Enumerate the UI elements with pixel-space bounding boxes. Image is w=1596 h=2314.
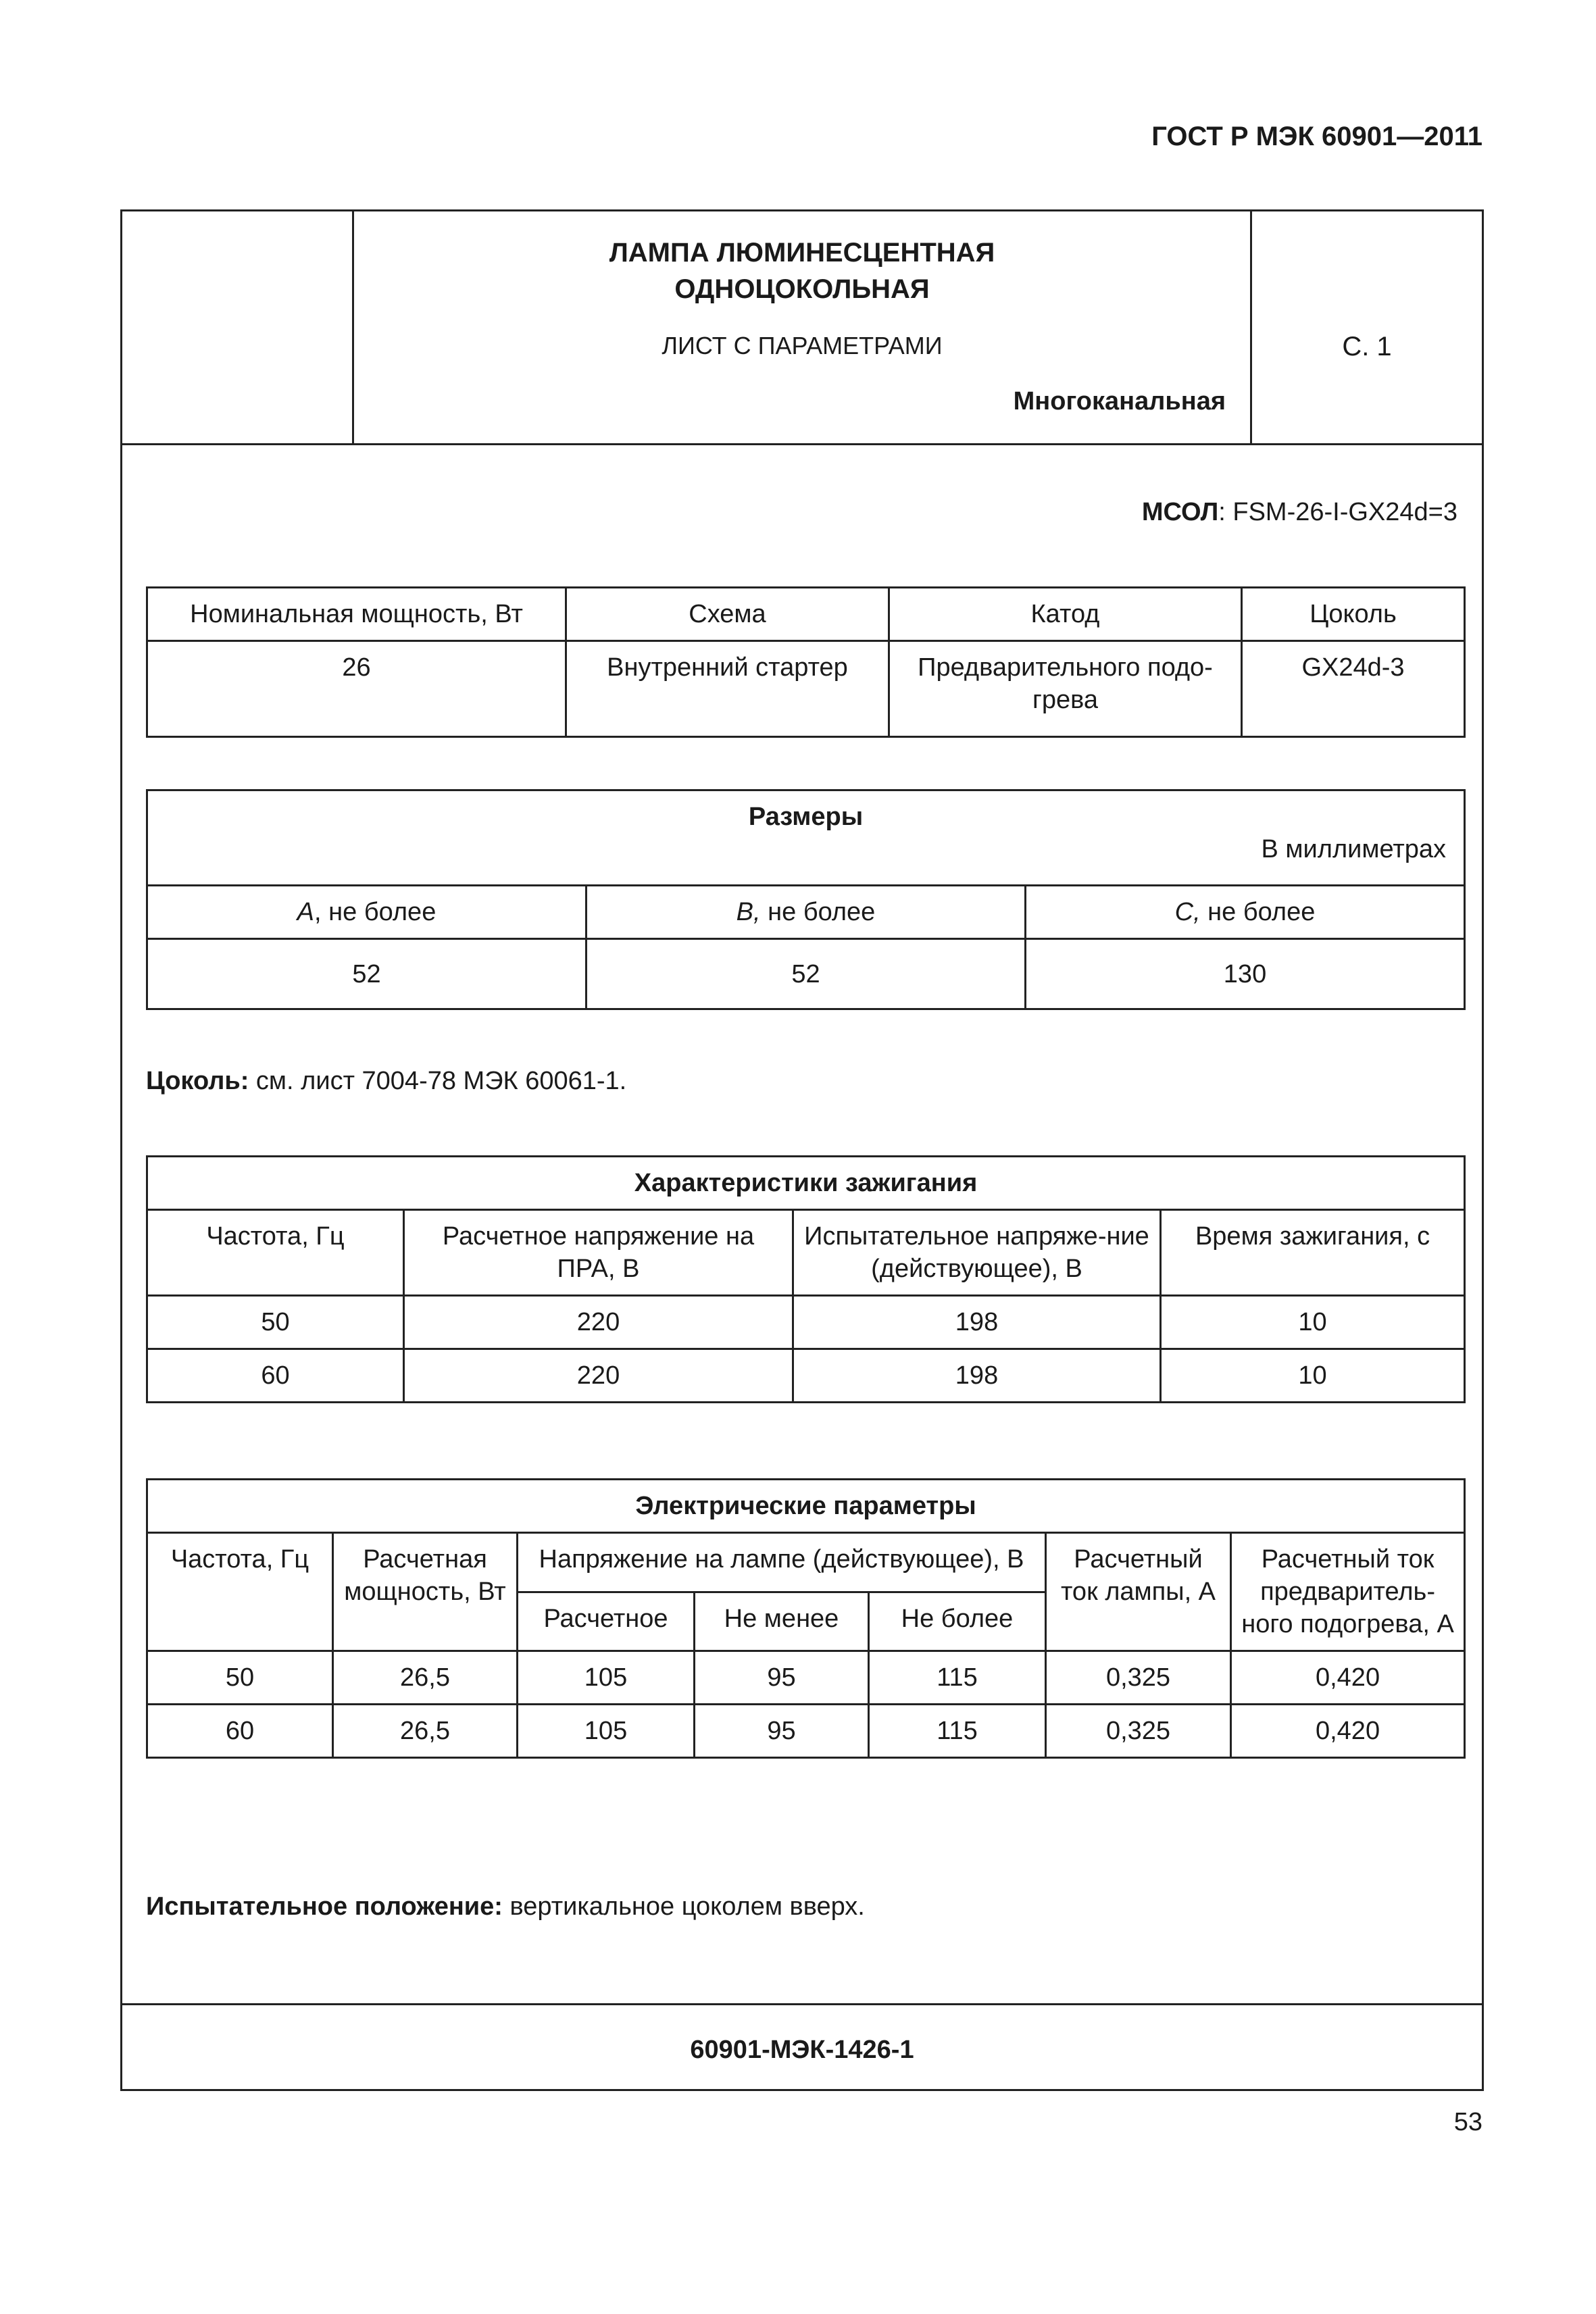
table-header-cell: Цоколь [1242, 588, 1465, 641]
table-cell: 10 [1161, 1296, 1465, 1349]
table-row [147, 790, 1465, 886]
table-cell: Внутренний стартер [566, 641, 889, 737]
table-cell: 115 [869, 1705, 1046, 1758]
table-cell: 52 [587, 939, 1026, 1009]
sheet-header [122, 211, 1482, 445]
dimension-text: , не более [314, 898, 437, 926]
table-cell: 220 [404, 1349, 793, 1403]
header-center-cell [354, 211, 1250, 443]
table-row [147, 1651, 1465, 1705]
ignition-table [146, 1155, 1466, 1403]
table-cell: 26 [147, 641, 566, 737]
table-header-cell: Частота, Гц [147, 1533, 333, 1651]
footer-divider [122, 2003, 1482, 2005]
table-header-cell: Расчетное [518, 1592, 695, 1651]
lamp-designation [1142, 498, 1457, 527]
table-header-cell: Схема [566, 588, 889, 641]
table-cell: 115 [869, 1651, 1046, 1705]
test-position-note [146, 1892, 865, 1921]
base-note-text: см. лист 7004-78 МЭК 60061-1. [249, 1067, 627, 1095]
table-header-cell: Номинальная мощность, Вт [147, 588, 566, 641]
base-note [146, 1067, 626, 1096]
table-cell: Предварительного подо-грева [889, 641, 1242, 737]
dimension-letter: C, [1174, 898, 1201, 926]
table-header-cell: Не более [869, 1592, 1046, 1651]
table-row [147, 1533, 1465, 1592]
table-cell: 26,5 [333, 1705, 518, 1758]
dimensions-title-cell [147, 790, 1465, 886]
table-cell: 95 [695, 1705, 869, 1758]
lamp-kind: Многоканальная [1013, 387, 1226, 416]
table-cell: 52 [147, 939, 587, 1009]
test-position-text: вертикальное цоколем вверх. [502, 1892, 865, 1921]
table-row [147, 1349, 1465, 1403]
test-position-label: Испытательное положение: [146, 1892, 503, 1921]
electrical-table [146, 1478, 1466, 1759]
table-header-cell [587, 886, 1026, 939]
table-cell: 10 [1161, 1349, 1465, 1403]
header-left-cell [122, 211, 354, 443]
table-row [147, 886, 1465, 939]
electrical-title: Электрические параметры [147, 1480, 1465, 1533]
header-right-cell [1250, 211, 1482, 443]
dimensions-unit: В миллиметрах [1261, 835, 1447, 863]
table-row [147, 641, 1465, 737]
table-header-cell: Расчетный ток лампы, А [1046, 1533, 1231, 1651]
title-line-2: ОДНОЦОКОЛЬНАЯ [674, 274, 930, 304]
table-row [147, 939, 1465, 1009]
table-cell: 220 [404, 1296, 793, 1349]
table-header-cell: Не менее [695, 1592, 869, 1651]
page-number: 53 [1453, 2108, 1482, 2136]
table-cell: 130 [1026, 939, 1465, 1009]
sheet-subtitle: ЛИСТ С ПАРАМЕТРАМИ [662, 332, 943, 359]
table-cell: 60 [147, 1705, 333, 1758]
dimension-letter: A [297, 898, 315, 926]
table-cell: 60 [147, 1349, 404, 1403]
dimensions-table [146, 789, 1466, 1010]
table-cell: 0,420 [1231, 1705, 1465, 1758]
table-row [147, 1296, 1465, 1349]
designation-value: : FSM-26-I-GX24d=3 [1218, 498, 1457, 526]
sheet-code: 60901-МЭК-1426-1 [690, 2036, 914, 2064]
table-cell: 0,420 [1231, 1651, 1465, 1705]
table-cell: 50 [147, 1296, 404, 1349]
dimension-text: не более [1200, 898, 1316, 926]
table-header-cell: Катод [889, 588, 1242, 641]
table-cell: 198 [793, 1349, 1161, 1403]
table-header-cell: Расчетное напряжение на ПРА, В [404, 1210, 793, 1296]
table-row [147, 1210, 1465, 1296]
table-header-cell: Расчетная мощность, Вт [333, 1533, 518, 1651]
table-row [147, 1157, 1465, 1210]
table-header-cell: Испытательное напряже-ние (действующее), В [793, 1210, 1161, 1296]
general-table [146, 586, 1466, 738]
table-row [147, 1705, 1465, 1758]
table-header-cell: Расчетный ток предваритель-ного подогрева, А [1231, 1533, 1465, 1651]
table-cell: 95 [695, 1651, 869, 1705]
table-cell: GX24d-3 [1242, 641, 1465, 737]
standard-number: ГОСТ Р МЭК 60901—2011 [1151, 122, 1482, 151]
sheet-page-label: С. 1 [1342, 332, 1392, 361]
table-header-cell: Напряжение на лампе (действующее), В [518, 1533, 1046, 1592]
table-row [147, 588, 1465, 641]
ignition-title: Характеристики зажигания [147, 1157, 1465, 1210]
title-line-1: ЛАМПА ЛЮМИНЕСЦЕНТНАЯ [609, 238, 995, 268]
parameter-sheet [120, 209, 1484, 2091]
table-header-cell: Частота, Гц [147, 1210, 404, 1296]
table-header-cell [147, 886, 587, 939]
table-cell: 0,325 [1046, 1705, 1231, 1758]
dimension-text: не более [760, 898, 876, 926]
table-cell: 198 [793, 1296, 1161, 1349]
table-cell: 0,325 [1046, 1651, 1231, 1705]
dimensions-title: Размеры [748, 803, 864, 831]
table-header-cell [1026, 886, 1465, 939]
table-cell: 26,5 [333, 1651, 518, 1705]
designation-label: МСОЛ [1141, 498, 1219, 526]
base-note-label: Цоколь: [146, 1067, 249, 1095]
table-cell: 105 [518, 1705, 695, 1758]
table-cell: 105 [518, 1651, 695, 1705]
dimension-letter: B, [736, 898, 761, 926]
table-row [147, 1480, 1465, 1533]
table-cell: 50 [147, 1651, 333, 1705]
sheet-title [354, 234, 1250, 307]
table-header-cell: Время зажигания, с [1161, 1210, 1465, 1296]
